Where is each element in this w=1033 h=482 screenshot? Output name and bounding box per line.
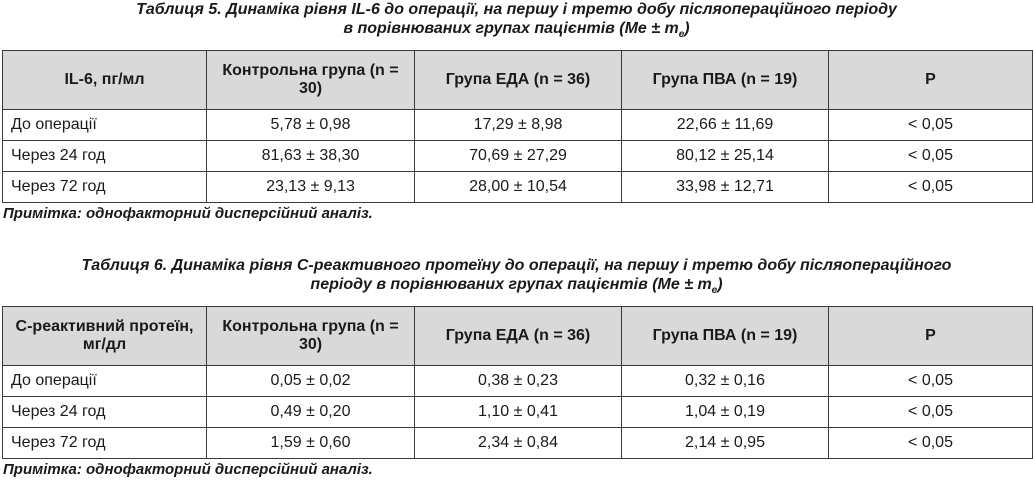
header-cell: IL-6, пг/мл [3,51,207,110]
caption-line-2-text: періоду в порівнюваних групах пацієнтів (Me ± m [310,276,712,293]
row-label: Через 72 год [3,428,207,459]
caption-line-1: Таблиця 5. Динаміка рівня IL-6 до операції, на першу і третю добу післяопераційного періоду [136,1,897,18]
row-label: Через 24 год [3,141,207,172]
table-row [3,428,1033,459]
table-cell: 0,32 ± 0,16 [622,366,829,397]
table-cell: 0,05 ± 0,02 [207,366,415,397]
header-cell: Контрольна група (n = 30) [207,307,415,366]
header-cell: P [829,51,1033,110]
caption-line-2-text: в порівнюваних групах пацієнтів (Me ± m [343,20,679,37]
header-cell: Група ЕДА (n = 36) [415,51,622,110]
table-cell: 28,00 ± 10,54 [415,172,622,203]
row-label: До операції [3,110,207,141]
table-cell: 0,38 ± 0,23 [415,366,622,397]
table-cell: 70,69 ± 27,29 [415,141,622,172]
table-row [3,110,1033,141]
row-label: Через 24 год [3,397,207,428]
caption-line-1: Таблиця 6. Динаміка рівня С-реактивного протеїну до операції, на першу і третю добу післяопераційного [81,257,952,274]
table-cell: 5,78 ± 0,98 [207,110,415,141]
table-5-note: Примітка: однофакторний дисперсійний аналіз. [3,205,373,223]
caption-subscript: e [678,29,685,41]
table-cell: 1,59 ± 0,60 [207,428,415,459]
table-cell: 22,66 ± 11,69 [622,110,829,141]
table-6-caption [0,256,1033,300]
table-5-block [0,0,1033,223]
header-cell: P [829,307,1033,366]
caption-subscript: e [711,285,718,297]
table-cell: 23,13 ± 9,13 [207,172,415,203]
header-cell: Група ПВА (n = 19) [622,51,829,110]
table-cell: < 0,05 [829,110,1033,141]
table-cell: 2,34 ± 0,84 [415,428,622,459]
table-cell: 1,10 ± 0,41 [415,397,622,428]
header-cell: Контрольна група (n = 30) [207,51,415,110]
caption-line-2-end: ) [717,276,723,293]
table-cell: 17,29 ± 8,98 [415,110,622,141]
table-cell: < 0,05 [829,366,1033,397]
table-row [3,172,1033,203]
header-cell: С-реактивний протеїн, мг/дл [3,307,207,366]
table-header-row [3,51,1033,110]
caption-line-2 [10,19,1023,44]
table-cell: < 0,05 [829,141,1033,172]
table-cell: 1,04 ± 0,19 [622,397,829,428]
table-row [3,366,1033,397]
table-header-row [3,307,1033,366]
table-cell: < 0,05 [829,428,1033,459]
table-row [3,397,1033,428]
table-cell: 33,98 ± 12,71 [622,172,829,203]
table-cell: 81,63 ± 38,30 [207,141,415,172]
caption-line-2 [10,275,1023,300]
header-cell: Група ПВА (n = 19) [622,307,829,366]
header-cell: Група ЕДА (n = 36) [415,307,622,366]
row-label: Через 72 год [3,172,207,203]
table-cell: < 0,05 [829,172,1033,203]
table-cell: 2,14 ± 0,95 [622,428,829,459]
caption-line-2-end: ) [684,20,690,37]
table-6-block [0,256,1033,479]
table-cell: 80,12 ± 25,14 [622,141,829,172]
table-cell: 0,49 ± 0,20 [207,397,415,428]
table-cell: < 0,05 [829,397,1033,428]
table-6 [2,306,1033,459]
table-row [3,141,1033,172]
table-6-note: Примітка: однофакторний дисперсійний аналіз. [3,461,373,479]
table-5 [2,50,1033,203]
table-5-caption [0,0,1033,44]
row-label: До операції [3,366,207,397]
